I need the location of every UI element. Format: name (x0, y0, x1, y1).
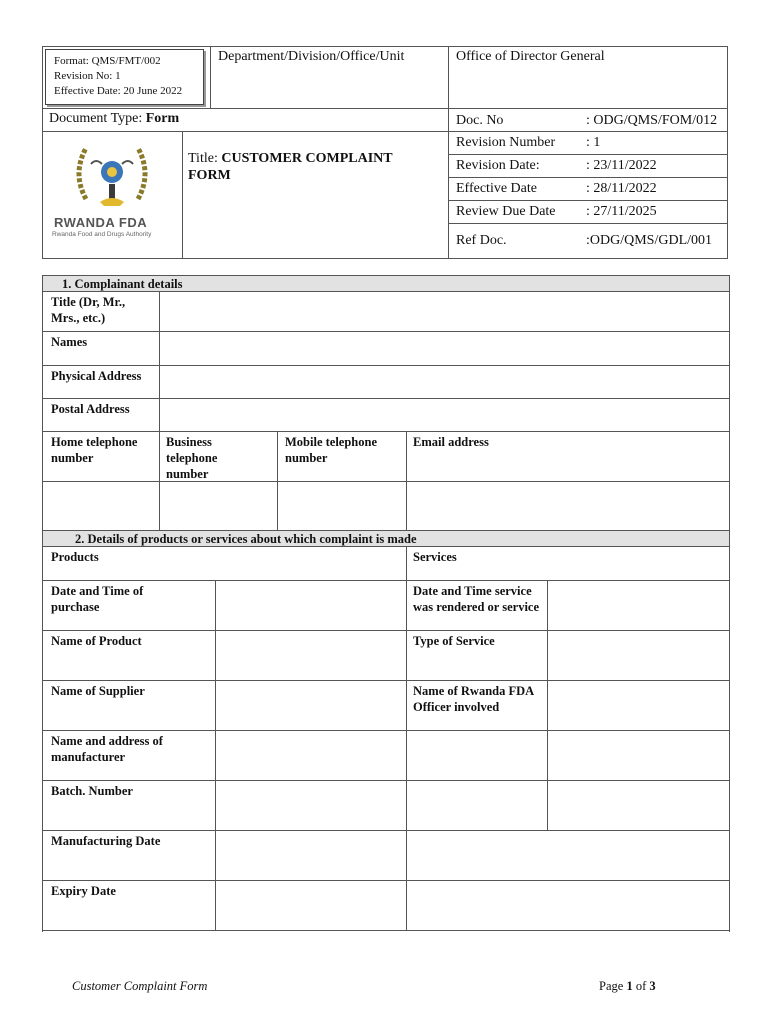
supplier-name-field[interactable] (216, 681, 406, 730)
manufacturing-date-label: Manufacturing Date (51, 834, 161, 848)
form-title-value: CUSTOMER COMPLAINT FORM (188, 151, 393, 183)
meta-review-due-date-value: : 27/11/2025 (586, 204, 657, 219)
meta-revision-number-value: : 1 (586, 135, 601, 150)
batch-number-field[interactable] (216, 781, 406, 830)
mobile-telephone-field[interactable] (278, 482, 406, 530)
page-prefix: Page (599, 979, 627, 993)
page-total: 3 (649, 979, 656, 993)
format-effective-date: Effective Date: 20 June 2022 (54, 85, 183, 97)
names-label: Names (51, 335, 88, 349)
names-field[interactable] (160, 332, 729, 365)
supplier-name-label: Name of Supplier (51, 684, 145, 698)
department-label: Department/Division/Office/Unit (218, 49, 405, 64)
services-label: Services (413, 550, 457, 564)
physical-address-field[interactable] (160, 366, 729, 398)
service-date-time-label: Date and Time service was rendered or service (413, 584, 540, 614)
postal-address-label: Postal Address (51, 402, 130, 416)
purchase-date-time-field[interactable] (216, 581, 406, 630)
product-name-field[interactable] (216, 631, 406, 680)
manufacturing-date-field[interactable] (216, 831, 406, 880)
business-telephone-label: Business telephone number (166, 435, 218, 481)
format-code: Format: QMS/FMT/002 (54, 55, 161, 67)
footer-form-name: Customer Complaint Form (72, 979, 208, 993)
logo-subtitle: Rwanda Food and Drugs Authority (52, 231, 152, 238)
meta-effective-date-value: : 28/11/2022 (586, 181, 657, 196)
title-field[interactable] (160, 292, 729, 331)
email-address-label: Email address (413, 435, 489, 449)
service-date-time-field[interactable] (548, 581, 729, 630)
logo-name: RWANDA FDA (54, 215, 148, 230)
purchase-date-time-label: Date and Time of purchase (51, 584, 144, 614)
expiry-date-field[interactable] (216, 881, 406, 930)
format-box (45, 49, 204, 105)
meta-effective-date-label: Effective Date (456, 181, 537, 196)
meta-ref-doc-label: Ref Doc. (456, 233, 507, 248)
batch-number-label: Batch. Number (51, 784, 133, 798)
document-type-value: Form (145, 111, 180, 126)
physical-address-label: Physical Address (51, 369, 142, 383)
format-revision: Revision No: 1 (54, 70, 121, 82)
meta-review-due-date-label: Review Due Date (456, 204, 556, 219)
email-address-field[interactable] (407, 482, 729, 530)
postal-address-field[interactable] (160, 399, 729, 431)
manufacturer-field[interactable] (216, 731, 406, 780)
section1-heading: 1. Complainant details (62, 277, 183, 291)
document-type-label: Document Type: (49, 111, 146, 126)
fda-officer-label: Name of Rwanda FDA Officer involved (413, 684, 534, 714)
home-telephone-field[interactable] (43, 482, 159, 530)
meta-ref-doc-value: :ODG/QMS/GDL/001 (586, 233, 713, 248)
meta-revision-number-label: Revision Number (456, 135, 556, 150)
form-title (188, 150, 433, 184)
meta-revision-date-value: : 23/11/2022 (586, 158, 657, 173)
home-telephone-label: Home telephone number (51, 435, 138, 465)
title-label: Title (Dr, Mr., Mrs., etc.) (51, 295, 126, 325)
footer-page-number (599, 978, 656, 994)
expiry-date-label: Expiry Date (51, 884, 116, 898)
manufacturer-label: Name and address of manufacturer (51, 734, 163, 764)
service-type-label: Type of Service (413, 634, 495, 648)
service-type-field[interactable] (548, 631, 729, 680)
page-of: of (632, 979, 650, 993)
products-label: Products (51, 550, 99, 564)
form-title-label: Title: (188, 151, 222, 166)
product-name-label: Name of Product (51, 634, 142, 648)
page-current: 1 (626, 979, 633, 993)
mobile-telephone-label: Mobile telephone number (285, 435, 378, 465)
document-type (49, 111, 179, 127)
department-value: Office of Director General (456, 49, 605, 64)
meta-revision-date-label: Revision Date: (456, 158, 540, 173)
section2-heading: 2. Details of products or services about which complaint is made (75, 532, 417, 546)
meta-doc-no-value: : ODG/QMS/FOM/012 (586, 113, 718, 128)
fda-officer-field[interactable] (548, 681, 729, 730)
business-telephone-field[interactable] (160, 482, 277, 530)
meta-doc-no-label: Doc. No (456, 113, 504, 128)
rwanda-fda-logo (46, 134, 178, 244)
